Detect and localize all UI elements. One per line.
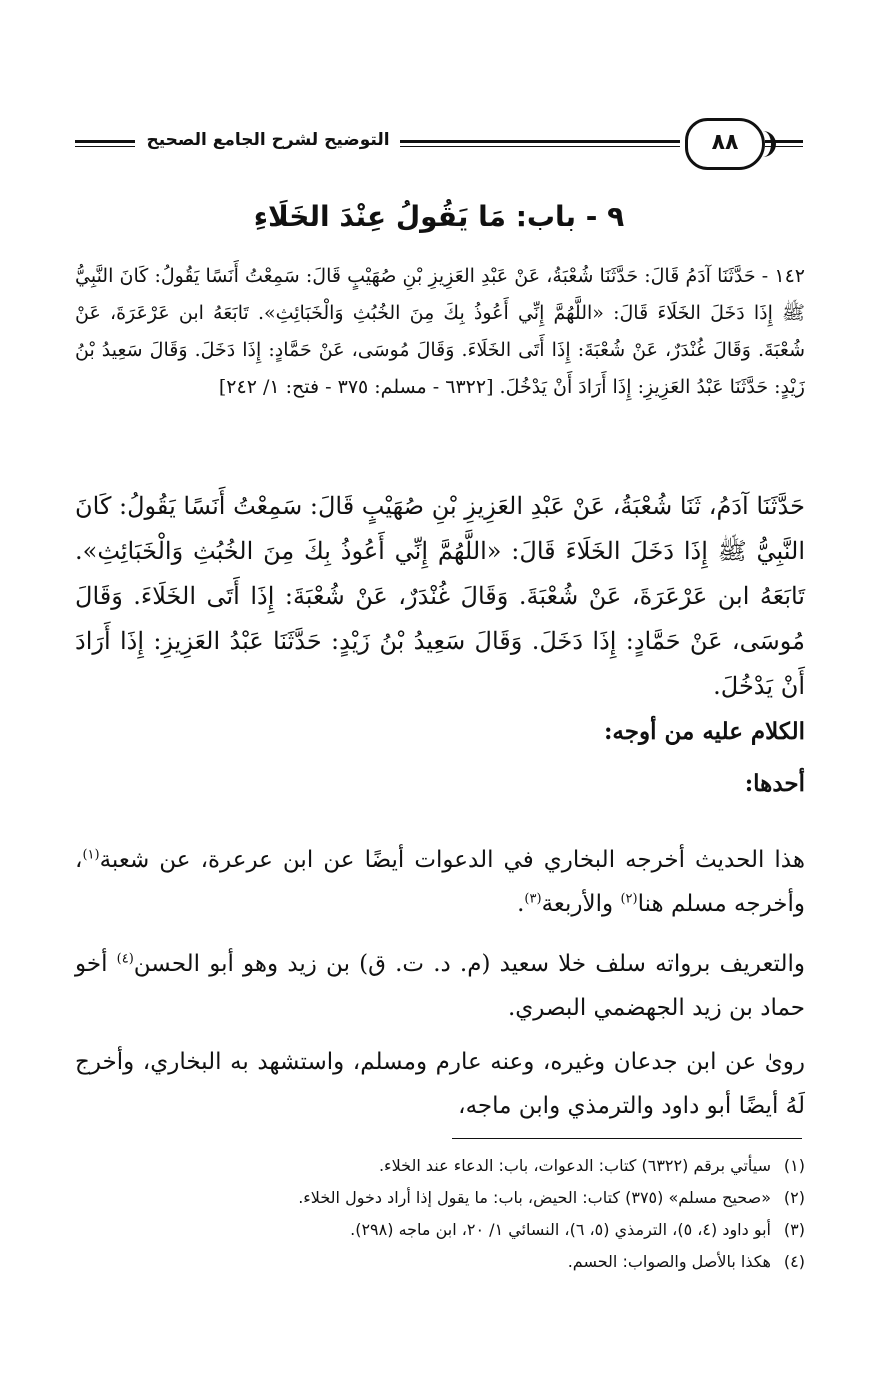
header-rule-right [765,140,803,147]
takhrij-text-3: والأربعة [541,891,621,917]
footnote-ref-3: (٣) [524,891,542,907]
footnote-number: (٢) [783,1188,805,1207]
footnote [75,1182,805,1214]
footnote-text: سيأتي برقم (٦٣٢٢) كتاب: الدعوات، باب: الدعاء عند الخلاء. [378,1156,771,1175]
commentary-first-aspect: أحدها: [744,770,805,797]
takhrij-text-2: ، وأخرجه مسلم هنا [75,847,805,917]
commentary-paragraph-takhrij [75,838,805,926]
footnote-text: «صحيح مسلم» (٣٧٥) كتاب: الحيض، باب: ما يقول إذا أراد دخول الخلاء. [298,1188,771,1207]
footnote-number: (١) [783,1156,805,1175]
footnote [75,1214,805,1246]
footnote-number: (٣) [783,1220,805,1239]
takhrij-text-4: . [517,891,525,917]
running-header [75,118,803,172]
hadith-text-small: ١٤٢ - حَدَّثَنَا آدَمُ قَالَ: حَدَّثَنَا شُعْبَةُ، عَنْ عَبْدِ العَزِيزِ بْنِ صُهَيْبٍ قَالَ: سَمِعْتُ أَنَسًا يَقُولُ: كَانَ النَّبِيُّ ﷺ إِذَا دَخَلَ الخَلَاءَ قَالَ: «اللَّهُمَّ إِنِّي أَعُوذُ بِكَ مِنَ الخُبُثِ وَالْخَبَائِثِ». تَابَعَهُ ابن عَرْعَرَةَ، عَنْ شُعْبَةَ. وَقَالَ غُنْدَرٌ، عَنْ شُعْبَةَ: إِذَا أَتَى الخَلَاءَ. وَقَالَ مُوسَى، عَنْ حَمَّادٍ: إِذَا دَخَلَ. وَقَالَ سَعِيدُ بْنُ زَيْدٍ: حَدَّثَنَا عَبْدُ العَزِيزِ: إِذَا أَرَادَ أَنْ يَدْخُلَ. [٦٣٢٢ - مسلم: ٣٧٥ - فتح: ١/ ٢٤٢] [75,265,805,398]
footnotes [75,1150,805,1278]
page-number: ٨٨ [685,118,765,170]
commentary-paragraph-narrations: روىٰ عن ابن جدعان وغيره، وعنه عارم ومسلم، واستشهد به البخاري، وأخرج لَهُ أيضًا أبو داود والترمذي وابن ماجه، [75,1049,805,1119]
running-title: التوضيح لشرح الجامع الصحيح [146,130,390,150]
header-rule-left [75,140,135,147]
hadith-text-large: حَدَّثَنَا آدَمُ، ثَنَا شُعْبَةُ، عَنْ عَبْدِ العَزِيزِ بْنِ صُهَيْبٍ قَالَ: سَمِعْتُ أَنَسًا يَقُولُ: كَانَ النَّبِيُّ ﷺ إِذَا دَخَلَ الخَلَاءَ قَالَ: «اللَّهُمَّ إِنِّي أَعُوذُ بِكَ مِنَ الخُبُثِ وَالْخَبَائِثِ». تَابَعَهُ ابن عَرْعَرَةَ، عَنْ شُعْبَةَ. وَقَالَ غُنْدَرٌ، عَنْ شُعْبَةَ: إِذَا أَتَى الخَلَاءَ. وَقَالَ مُوسَى، عَنْ حَمَّادٍ: إِذَا دَخَلَ. وَقَالَ سَعِيدُ بْنُ زَيْدٍ: حَدَّثَنَا عَبْدُ العَزِيزِ: إِذَا أَرَادَ أَنْ يَدْخُلَ. [75,492,805,700]
footnote-number: (٤) [783,1252,805,1271]
narrators-text-2: أخو حماد بن زيد الجهضمي البصري. [75,951,805,1021]
chapter-heading: ٩ - باب: مَا يَقُولُ عِنْدَ الخَلَاءِ [253,200,625,233]
takhrij-text-1: هذا الحديث أخرجه البخاري في الدعوات أيضًا عن ابن عرعرة، عن شعبة [99,847,805,873]
commentary-paragraph-narrators [75,942,805,1030]
header-rule-middle [400,140,680,147]
footnote-text: هكذا بالأصل والصواب: الحسم. [567,1252,771,1271]
narrators-text-1: والتعريف برواته سلف خلا سعيد (م. د. ت. ق) بن زيد وهو أبو الحسن [133,951,805,977]
footnote-ref-4: (٤) [116,951,134,967]
footnote-text: أبو داود (٤، ٥)، الترمذي (٥، ٦)، النسائي ١/ ٢٠، ابن ماجه (٢٩٨). [350,1220,771,1239]
footnote-separator [452,1138,802,1139]
footnote [75,1246,805,1278]
footnote-ref-2: (٢) [620,891,638,907]
footnote [75,1150,805,1182]
commentary-intro: الكلام عليه من أوجه: [603,718,805,745]
footnote-ref-1: (١) [82,847,100,863]
